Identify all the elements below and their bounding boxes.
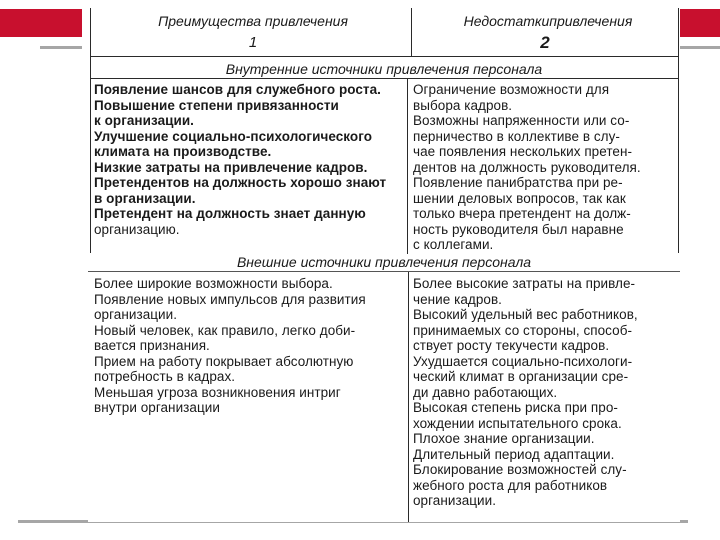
- external-advantage-line: организации.: [94, 307, 178, 322]
- external-disadvantage-line: ствует росту текучести кадров.: [413, 338, 610, 353]
- internal-advantage-line: климата на производстве.: [94, 144, 272, 159]
- external-advantage-line: Появление новых импульсов для развития: [94, 291, 366, 307]
- internal-disadvantage-line: с коллегами.: [413, 237, 494, 252]
- internal-disadvantage-line: только вчера претендент на долж-: [413, 206, 631, 221]
- external-disadvantage-line: чение кадров.: [413, 291, 502, 307]
- external-disadvantage-line: жебного роста для работников: [413, 477, 608, 493]
- internal-advantage-line: в организации.: [94, 190, 196, 206]
- external-advantages: [94, 276, 406, 416]
- decor-gray-line-left: [40, 46, 82, 49]
- external-disadvantage-line: принимаемых со стороны, способ-: [413, 322, 633, 338]
- external-disadvantage-line: ческий климат в организации сре-: [413, 369, 629, 384]
- column-divider-external: [408, 272, 409, 522]
- external-advantage-line: Прием на работу покрывает абсолютную: [94, 353, 354, 369]
- internal-disadvantage-line: выбора кадров.: [413, 97, 513, 113]
- internal-disadvantages: [413, 82, 675, 253]
- external-sources-title: Внешние источники привлечения персонала: [236, 254, 532, 270]
- internal-disadvantage-line: перничество в коллективе в слу-: [413, 128, 620, 144]
- external-disadvantage-line: хождении испытательного срока.: [413, 415, 622, 431]
- column-divider-header: [411, 8, 412, 56]
- internal-disadvantage-line: дентов на должность руководителя.: [413, 159, 641, 175]
- internal-disadvantage-line: Возможны напряженности или со-: [413, 113, 630, 128]
- external-disadvantage-line: Плохое знание организации.: [413, 431, 595, 446]
- header-bottom-border: [90, 56, 679, 57]
- internal-advantage-line: Претендент на должность знает данную: [94, 206, 366, 221]
- external-advantage-line: Меньшая угроза возникновения интриг: [94, 384, 341, 400]
- internal-advantage-line: к организации.: [94, 113, 194, 128]
- external-disadvantage-line: Блокирование возможностей слу-: [413, 462, 627, 477]
- external-advantage-line: Новый человек, как правило, легко доби-: [94, 322, 356, 338]
- table-border-left: [90, 8, 91, 253]
- external-advantage-line: Более широкие возможности выбора.: [94, 276, 333, 291]
- decor-gray-line-right: [680, 46, 720, 49]
- internal-advantage-line: Претендентов на должность хорошо знают: [94, 175, 387, 190]
- external-advantage-line: потребность в кадрах.: [94, 369, 236, 384]
- internal-disadvantage-line: Появление панибратства при ре-: [413, 175, 623, 190]
- advantages-header: Преимущества привлечения: [158, 13, 348, 29]
- internal-title-border: [90, 78, 679, 79]
- internal-disadvantage-line: Ограничение возможности для: [413, 82, 610, 97]
- external-disadvantages: [413, 276, 675, 509]
- external-disadvantage-line: Высокая степень риска при про-: [413, 400, 618, 415]
- column-divider-internal: [407, 78, 408, 254]
- internal-disadvantage-line: ность руководителя был наравне: [413, 221, 624, 237]
- external-advantage-line: внутри организации: [94, 400, 220, 415]
- external-title-border: [88, 271, 680, 272]
- internal-advantage-line: Улучшение социально-психологического: [94, 128, 372, 144]
- internal-advantage-line: Низкие затраты на привлечение кадров.: [94, 159, 368, 175]
- external-disadvantage-line: Более высокие затраты на привле-: [413, 276, 636, 291]
- internal-advantage-line: Повышение степени привязанности: [94, 97, 339, 113]
- external-disadvantage-line: организации.: [413, 493, 497, 508]
- external-advantage-line: вается признания.: [94, 338, 210, 353]
- internal-advantage-line: Появление шансов для служебного роста.: [94, 82, 381, 97]
- disadvantages-column-number: 2: [540, 33, 550, 52]
- decor-red-bar-left: [0, 9, 82, 37]
- external-disadvantage-line: Высокий удельный вес работников,: [413, 307, 638, 322]
- internal-advantage-line: организацию.: [94, 221, 180, 237]
- internal-advantages: [94, 82, 406, 237]
- internal-disadvantage-line: шении деловых вопросов, так как: [413, 190, 626, 206]
- advantages-column-number: 1: [248, 34, 258, 51]
- external-disadvantage-line: Длительный период адаптации.: [413, 446, 615, 462]
- internal-sources-title: Внутренние источники привлечения персонала: [225, 61, 543, 77]
- external-disadvantage-line: Ухудшается социально-психологи-: [413, 353, 633, 369]
- table-border-right: [678, 8, 679, 253]
- disadvantages-header: Недостаткипривлечения: [463, 13, 633, 29]
- recruitment-sources-table: [88, 8, 680, 522]
- external-disadvantage-line: ди давно работающих.: [413, 384, 558, 400]
- decor-red-bar-right: [680, 9, 720, 37]
- internal-disadvantage-line: чае появления нескольких претен-: [413, 144, 633, 159]
